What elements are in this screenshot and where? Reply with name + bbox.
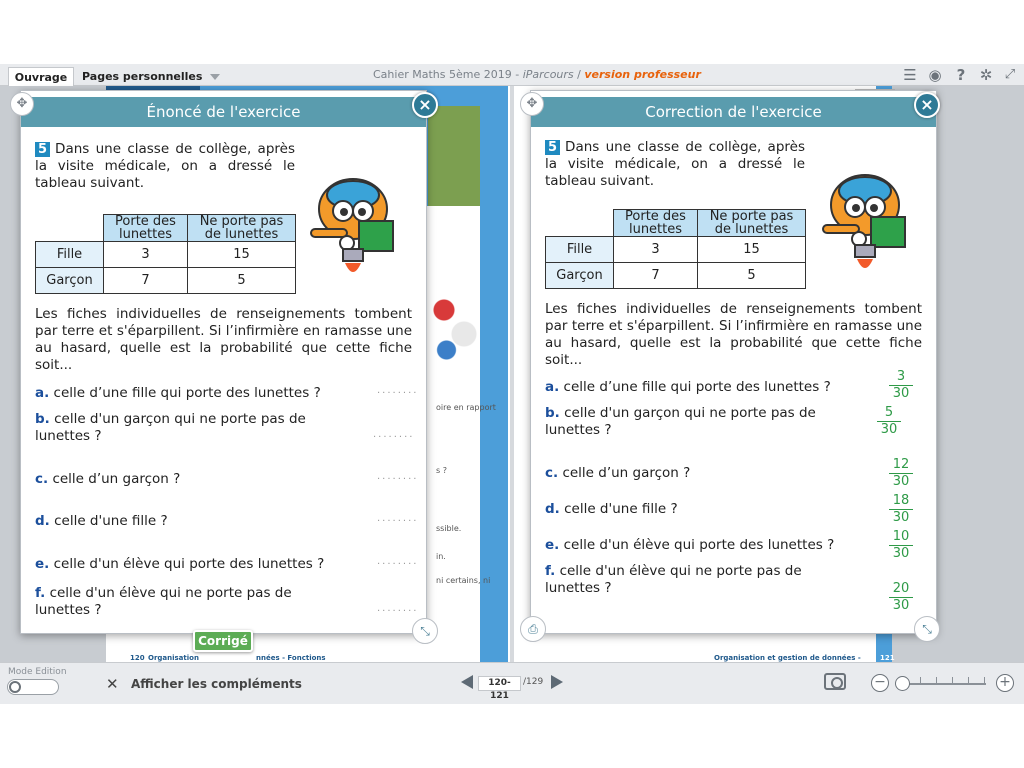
corrige-button[interactable]: Corrigé	[193, 630, 253, 652]
answer-e	[889, 529, 913, 562]
top-bar	[0, 64, 1024, 86]
app-window	[0, 64, 1024, 704]
complements-label[interactable]: Afficher les compléments	[131, 677, 302, 691]
bg-text: ssible.	[436, 524, 462, 533]
question-a	[545, 379, 865, 396]
panel-title: Correction de l'exercice	[531, 97, 936, 127]
answer-f	[889, 581, 913, 614]
answer-c	[889, 457, 913, 490]
data-table	[545, 209, 806, 289]
answer-dots[interactable]: ........	[377, 603, 419, 614]
question-b	[35, 411, 345, 445]
exercise-intro	[35, 141, 295, 192]
answer-dots[interactable]: ........	[377, 471, 419, 482]
exercise-paragraph: Les fiches individuelles de renseignements tombent par terre et s'éparpillent. Si l’infirmière en ramasse une au hasard, quelle est la probabilité que cette fiche soit...	[35, 306, 412, 373]
mode-edition-toggle[interactable]	[7, 679, 59, 695]
panel-title: Énoncé de l'exercice	[21, 97, 426, 127]
mode-edition-label: Mode Edition	[8, 667, 67, 677]
question-letter: d.	[545, 501, 560, 517]
question-letter: e.	[35, 556, 50, 572]
robot-mascot	[815, 165, 915, 275]
zoom-in-icon[interactable]: +	[996, 674, 1014, 692]
title-iparcours: iParcours	[522, 68, 574, 81]
chevron-down-icon	[210, 74, 220, 80]
title-slash: /	[573, 68, 585, 81]
table-row-label: Fille	[546, 237, 614, 263]
answer-numerator: 5	[877, 405, 901, 422]
eye-icon[interactable]: ◉	[928, 66, 942, 84]
answer-d	[889, 493, 913, 526]
page-number-right: 121	[880, 654, 895, 662]
question-text: celle d’un garçon ?	[562, 465, 691, 481]
tab-pages-personnelles[interactable]	[82, 67, 220, 86]
question-e	[35, 556, 365, 573]
table-row-label: Garçon	[546, 263, 614, 289]
title-version: version professeur	[584, 68, 701, 81]
answer-numerator: 20	[889, 581, 913, 598]
answer-a	[889, 369, 913, 402]
table-cell: 5	[188, 268, 296, 294]
question-text: celle d'une fille ?	[54, 513, 168, 529]
close-button-enonce[interactable]: ×	[412, 92, 438, 118]
table-cell: 15	[698, 237, 806, 263]
table-cell: 15	[188, 242, 296, 268]
question-text: celle d'une fille ?	[564, 501, 678, 517]
move-icon[interactable]: ✥	[520, 92, 544, 116]
question-d	[545, 501, 865, 518]
next-page-icon[interactable]	[551, 675, 563, 689]
toggle-knob	[9, 681, 21, 693]
zoom-out-icon[interactable]: −	[871, 674, 889, 692]
table-cell: 7	[104, 268, 188, 294]
question-letter: f.	[545, 563, 556, 579]
answer-denominator: 30	[892, 598, 910, 613]
robot-mascot	[303, 169, 403, 279]
book-illustration	[428, 106, 480, 206]
table-cell: 7	[614, 263, 698, 289]
question-text: celle d'un élève qui porte des lunettes ?	[563, 537, 835, 553]
resize-icon[interactable]: ⤡	[914, 616, 940, 642]
question-letter: a.	[545, 379, 560, 395]
question-letter: f.	[35, 585, 46, 601]
print-icon[interactable]: ⎙	[520, 616, 546, 642]
close-button-correction[interactable]: ×	[914, 92, 940, 118]
page-total: /129	[523, 677, 544, 687]
close-icon[interactable]: ✕	[106, 675, 119, 693]
answer-dots[interactable]: ........	[377, 513, 419, 524]
bg-text: s ?	[436, 466, 447, 475]
help-icon[interactable]: ?	[956, 66, 966, 84]
footer-left-end: nnées - Fonctions	[256, 654, 326, 662]
footer-left: Organisation	[148, 654, 199, 662]
answer-numerator: 12	[889, 457, 913, 474]
page-input[interactable]: 120-121	[478, 676, 521, 691]
zoom-slider[interactable]	[900, 683, 986, 685]
table-empty	[36, 215, 104, 242]
table-header-col2: Ne porte pas de lunettes	[188, 215, 296, 242]
bottom-bar	[0, 662, 1024, 704]
question-text: celle d’un garçon ?	[52, 471, 181, 487]
question-text: celle d'un garçon qui ne porte pas de lunettes ?	[545, 405, 816, 438]
table-cell: 3	[614, 237, 698, 263]
camera-icon[interactable]	[824, 673, 846, 690]
answer-denominator: 30	[892, 510, 910, 525]
answer-dots[interactable]: ........	[373, 429, 415, 440]
question-letter: a.	[35, 385, 50, 401]
gear-icon[interactable]: ✲	[979, 66, 993, 84]
question-letter: b.	[35, 411, 50, 427]
footer-right: Organisation et gestion de données -	[714, 654, 861, 662]
title-main: Cahier Maths 5ème 2019	[373, 68, 512, 81]
enonce-panel	[20, 90, 427, 634]
answer-dots[interactable]: ........	[377, 556, 419, 567]
answer-numerator: 18	[889, 493, 913, 510]
question-letter: b.	[545, 405, 560, 421]
table-header-col2: Ne porte pas de lunettes	[698, 210, 806, 237]
table-header-col1: Porte des lunettes	[614, 210, 698, 237]
question-b	[545, 405, 861, 439]
table-cell: 5	[698, 263, 806, 289]
intro-text: Dans une classe de collège, après la visite médicale, on a dressé le tableau suivant.	[545, 139, 805, 189]
answer-dots[interactable]: ........	[377, 385, 419, 396]
question-f	[35, 585, 345, 619]
table-cell: 3	[104, 242, 188, 268]
question-letter: e.	[545, 537, 560, 553]
answer-numerator: 3	[889, 369, 913, 386]
tab-pages-label: Pages personnelles	[82, 70, 203, 83]
prev-page-icon[interactable]	[461, 675, 473, 689]
move-icon[interactable]: ✥	[10, 92, 34, 116]
list-icon[interactable]: ☰	[903, 66, 917, 84]
question-f	[545, 563, 845, 597]
question-a	[35, 385, 365, 402]
zoom-slider-handle[interactable]	[895, 676, 910, 691]
bg-text: ni certains, ni	[436, 576, 491, 585]
answer-b	[877, 405, 901, 438]
answer-denominator: 30	[880, 422, 898, 437]
question-e	[545, 537, 875, 554]
table-row-label: Fille	[36, 242, 104, 268]
answer-numerator: 10	[889, 529, 913, 546]
page-number-left: 120	[130, 654, 145, 662]
table-row-label: Garçon	[36, 268, 104, 294]
answer-denominator: 30	[892, 546, 910, 561]
question-text: celle d'un élève qui ne porte pas de lunettes ?	[35, 585, 292, 618]
dice-image	[429, 286, 479, 366]
exercise-paragraph: Les fiches individuelles de renseignements tombent par terre et s'éparpillent. Si l’infirmière en ramasse une au hasard, quelle est la probabilité que cette fiche soit...	[545, 301, 922, 368]
question-c	[35, 471, 355, 488]
question-letter: d.	[35, 513, 50, 529]
bg-text: in.	[436, 552, 446, 561]
document-title	[373, 68, 701, 81]
question-text: celle d’une fille qui porte des lunettes ?	[563, 379, 831, 395]
title-sep: -	[511, 68, 523, 81]
table-header-col1: Porte des lunettes	[104, 215, 188, 242]
question-text: celle d'un garçon qui ne porte pas de lunettes ?	[35, 411, 306, 444]
correction-panel	[530, 90, 937, 634]
book-gutter	[510, 86, 514, 662]
bg-text: oire en rapport	[436, 403, 496, 412]
resize-icon[interactable]: ⤡	[412, 618, 438, 644]
exercise-number: 5	[35, 142, 50, 157]
tab-ouvrage[interactable]: Ouvrage	[8, 67, 74, 86]
question-text: celle d'un élève qui ne porte pas de lunettes ?	[545, 563, 802, 596]
question-text: celle d’une fille qui porte des lunettes ?	[53, 385, 321, 401]
question-d	[35, 513, 355, 530]
data-table	[35, 214, 296, 294]
question-letter: c.	[35, 471, 49, 487]
question-text: celle d'un élève qui porte des lunettes ?	[53, 556, 325, 572]
fullscreen-icon[interactable]: ⤢	[1004, 67, 1016, 82]
exercise-intro	[545, 139, 805, 190]
question-letter: c.	[545, 465, 559, 481]
answer-denominator: 30	[892, 474, 910, 489]
exercise-number: 5	[545, 140, 560, 155]
question-c	[545, 465, 865, 482]
table-empty	[546, 210, 614, 237]
intro-text: Dans une classe de collège, après la visite médicale, on a dressé le tableau suivant.	[35, 141, 295, 191]
answer-denominator: 30	[892, 386, 910, 401]
